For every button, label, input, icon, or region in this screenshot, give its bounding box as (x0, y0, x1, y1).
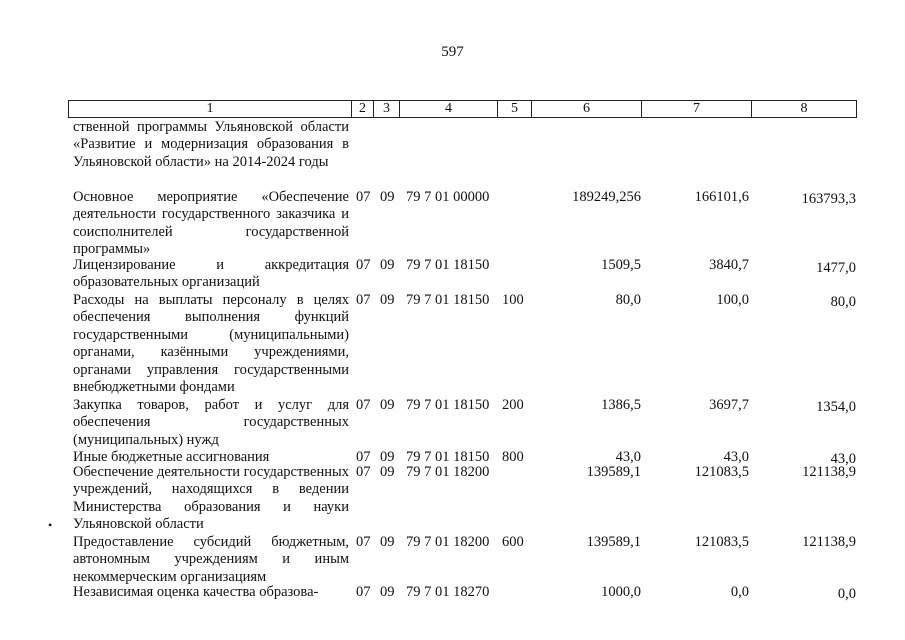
row-value-6: 1000,0 (601, 584, 641, 600)
row-pr: 09 (380, 464, 395, 480)
row-value-8: 0,0 (837, 586, 856, 602)
row-value-6: 80,0 (615, 292, 641, 308)
row-value-7: 166101,6 (694, 189, 749, 205)
row-vr: 100 (502, 292, 524, 308)
header-col-5: 5 (497, 101, 531, 117)
row-rz: 07 (356, 534, 371, 550)
row-value-7: 43,0 (723, 449, 749, 465)
row-vr: 800 (502, 449, 524, 465)
row-rz: 07 (356, 464, 371, 480)
row-pr: 09 (380, 257, 395, 273)
row-value-8: 80,0 (830, 294, 856, 310)
row-value-7: 3697,7 (709, 397, 749, 413)
header-col-7: 7 (641, 101, 751, 117)
row-value-7: 121083,5 (694, 534, 749, 550)
row-value-8: 1477,0 (816, 260, 856, 276)
row-vr: 600 (502, 534, 524, 550)
row-value-8: 43,0 (830, 451, 856, 467)
scan-speck: • (48, 518, 53, 532)
row-description: Расходы на выплаты персоналу в целях обеспечения выполнения функций государственными (муниципальными) органами, казёнными учреждениями, органами управления государственными внебюджетными фондами (73, 292, 349, 396)
row-description: Независимая оценка качества образова- (73, 584, 319, 600)
row-value-6: 1386,5 (601, 397, 641, 413)
row-value-6: 139589,1 (586, 464, 641, 480)
row-value-6: 43,0 (615, 449, 641, 465)
row-rz: 07 (356, 397, 371, 413)
row-description: Иные бюджетные ассигнования (73, 449, 270, 465)
row-description: Закупка товаров, работ и услуг для обеспечения государственных (муниципальных) нужд (73, 397, 349, 448)
table-header (68, 100, 857, 118)
row-vr: 200 (502, 397, 524, 413)
header-col-8: 8 (751, 101, 856, 117)
row-code: 79 7 01 18270 (406, 584, 490, 600)
header-col-3: 3 (373, 101, 399, 117)
row-description: ственной программы Ульяновской области «Развитие и модернизация образования в Ульяновской области» на 2014-2024 годы (73, 119, 349, 170)
row-rz: 07 (356, 584, 371, 600)
header-col-4: 4 (399, 101, 497, 117)
row-value-6: 139589,1 (586, 534, 641, 550)
row-value-7: 3840,7 (709, 257, 749, 273)
row-value-6: 189249,256 (572, 189, 641, 205)
row-code: 79 7 01 18200 (406, 464, 490, 480)
row-value-8: 121138,9 (802, 464, 856, 480)
row-description: Лицензирование и аккредитация образовательных организаций (73, 257, 349, 291)
row-pr: 09 (380, 534, 395, 550)
row-pr: 09 (380, 292, 395, 308)
row-description: Обеспечение деятельности государственных учреждений, находящихся в ведении Министерства образования и науки Ульяновской области (73, 464, 349, 533)
row-code: 79 7 01 18150 (406, 292, 490, 308)
row-value-7: 121083,5 (694, 464, 749, 480)
row-value-8: 1354,0 (816, 399, 856, 415)
row-description: Предоставление субсидий бюджетным, автономным учреждениям и иным некоммерческим организациям (73, 534, 349, 585)
row-rz: 07 (356, 257, 371, 273)
row-rz: 07 (356, 292, 371, 308)
row-pr: 09 (380, 449, 395, 465)
header-col-2: 2 (351, 101, 373, 117)
row-description: Основное мероприятие «Обеспечение деятельности государственного заказчика и соисполнителей государственной программы» (73, 189, 349, 258)
row-value-8: 163793,3 (801, 191, 856, 207)
row-pr: 09 (380, 584, 395, 600)
row-code: 79 7 01 18150 (406, 397, 490, 413)
row-value-6: 1509,5 (601, 257, 641, 273)
row-value-7: 0,0 (730, 584, 749, 600)
row-rz: 07 (356, 189, 371, 205)
row-value-7: 100,0 (716, 292, 749, 308)
page-number: 597 (441, 44, 464, 60)
row-value-8: 121138,9 (802, 534, 856, 550)
row-rz: 07 (356, 449, 371, 465)
row-code: 79 7 01 18200 (406, 534, 490, 550)
row-code: 79 7 01 00000 (406, 189, 490, 205)
row-pr: 09 (380, 189, 395, 205)
header-col-6: 6 (531, 101, 641, 117)
header-col-1: 1 (206, 101, 214, 116)
row-code: 79 7 01 18150 (406, 257, 490, 273)
row-code: 79 7 01 18150 (406, 449, 490, 465)
row-pr: 09 (380, 397, 395, 413)
